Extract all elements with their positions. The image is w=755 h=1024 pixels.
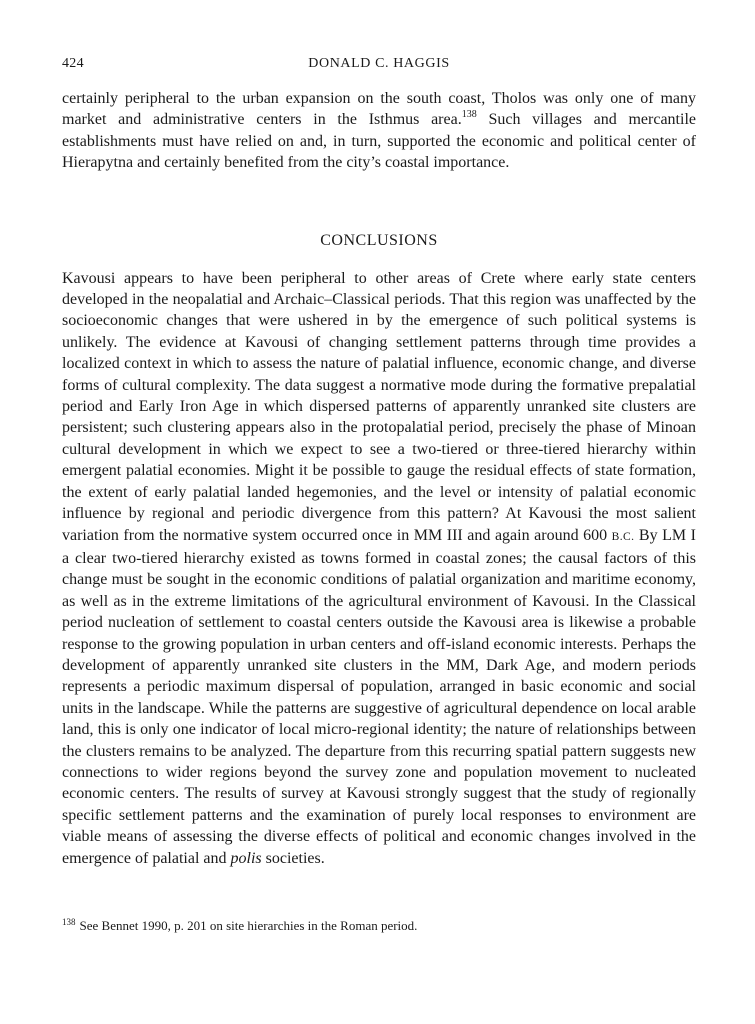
footnote-reference[interactable]: 138 bbox=[461, 109, 477, 121]
intro-text-2: Such villages and mercantile establishments must have relied on and, in turn, supported the economic and political center of Hierapytna and certainly benefited from the city’s coastal importance. bbox=[62, 111, 696, 172]
footnote bbox=[62, 917, 696, 934]
intro-paragraph bbox=[62, 88, 696, 174]
conclusions-text-3: societies. bbox=[261, 849, 325, 867]
conclusions-text-2: By LM I a clear two-tiered hierarchy existed as towns formed in coastal zones; the causal factors of this change must be sought in the economic conditions of palatial organization and maritime economy, as well as in the extreme limitations of the agricultural environment of Kavousi. In the Classical period nucleation of settlement to coastal centers outside the Kavousi area is likewise a probable response to the growing population in urban centers and off-island economic interests. Perhaps the development of apparently unranked site clusters in the MM, Dark Age, and modern periods represents a periodic maximum dispersal of population, arranged in basic economic and social units in the landscape. While the patterns are suggestive of agricultural dependence on local arable land, this is only one indicator of local micro-regional identity; the nature of relationships between the clusters remains to be analyzed. The departure from this recurring spatial pattern suggests new connections to wider regions beyond the survey zone and population movement to nucleated economic centers. The results of survey at Kavousi strongly suggest that the study of regionally specific settlement patterns and the examination of purely local responses to environment are viable means of assessing the diverse effects of political and economic changes involved in the emergence of palatial and bbox=[62, 526, 697, 867]
footnote-text: See Bennet 1990, p. 201 on site hierarchies in the Roman period. bbox=[79, 918, 418, 933]
intro-text-1: certainly peripheral to the urban expansion on the south coast, Tholos was only one of many market and administrative centers in the Isthmus area. bbox=[62, 90, 696, 129]
footnote-number: 138 bbox=[62, 917, 76, 927]
running-head bbox=[62, 56, 696, 76]
conclusions-paragraph bbox=[62, 268, 696, 869]
running-title: DONALD C. HAGGIS bbox=[308, 56, 450, 71]
polis-term: polis bbox=[230, 849, 262, 867]
conclusions-text-1: Kavousi appears to have been peripheral to other areas of Crete where early state centers developed in the neopalatial and Archaic–Classical periods. That this region was unaffected by the socioeconomic changes that were ushered in by the emergence of such political systems is unlikely. The evidence at Kavousi of changing settlement patterns through time provides a localized context in which to assess the nature of palatial influence, economic change, and diverse forms of cultural complexity. The data suggest a normative mode during the formative prepalatial period and Early Iron Age in which dispersed patterns of apparently unranked site clusters are persistent; such clustering appears also in the protopalatial period, precisely the phase of Minoan cultural development in which we expect to see a two-tiered or three-tiered hierarchy within emergent palatial economies. Might it be possible to gauge the residual effects of state formation, the extent of early palatial landed hegemonies, and the level or intensity of palatial economic influence by regional and periodic divergence from this pattern? At Kavousi the most salient variation from the normative system occurred once in MM III and again around 600 bbox=[62, 269, 696, 544]
page-content bbox=[62, 56, 696, 869]
page-number: 424 bbox=[62, 56, 84, 71]
section-heading: CONCLUSIONS bbox=[320, 231, 438, 249]
era-abbreviation: B.C. bbox=[611, 530, 635, 543]
